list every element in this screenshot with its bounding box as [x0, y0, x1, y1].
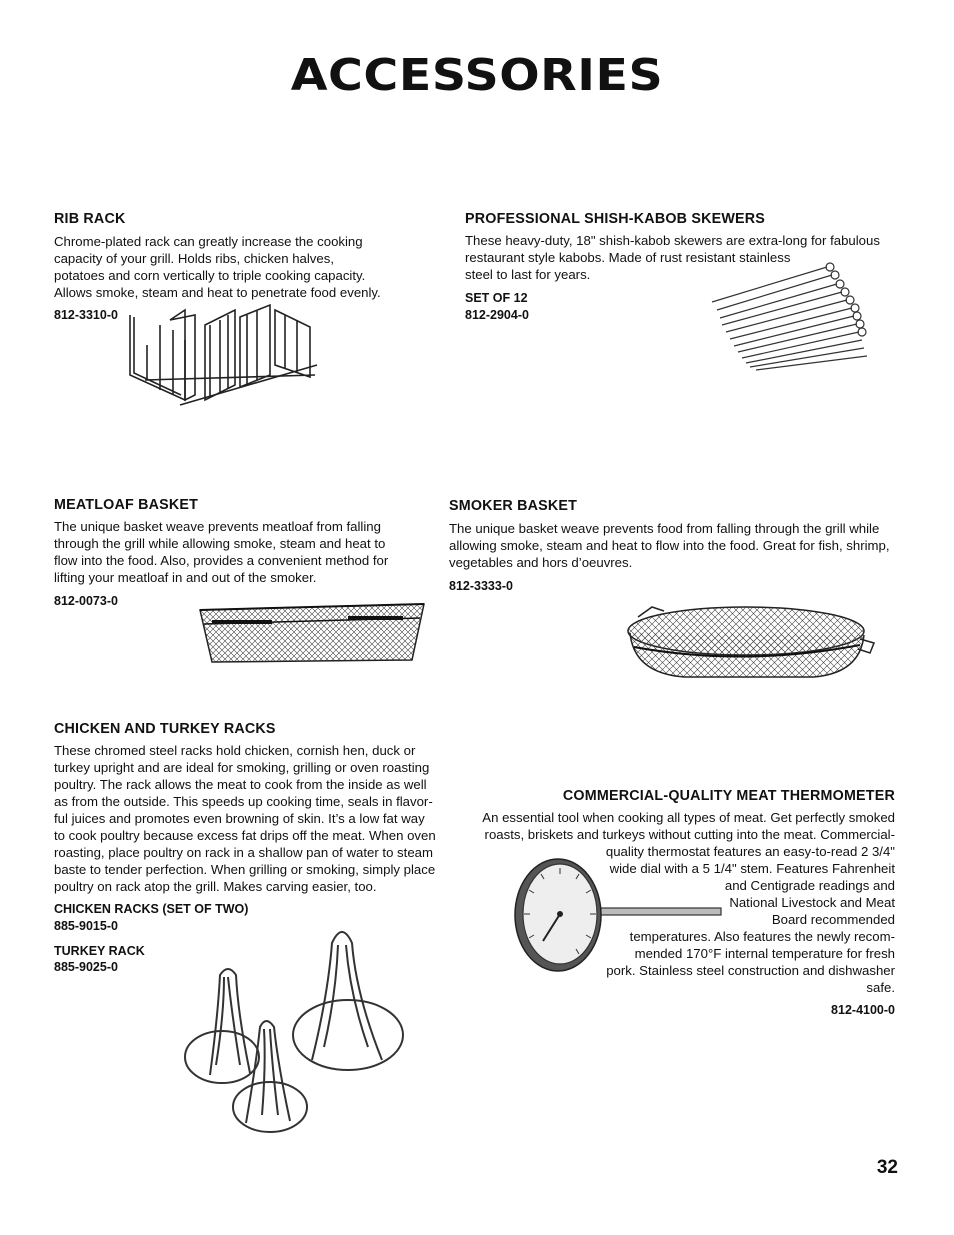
meatloaf-description [54, 518, 388, 586]
poultry-racks-illustration [180, 915, 420, 1143]
skewers-line: restaurant style kabobs. Made of rust resistant stainless [465, 250, 791, 265]
poultry-heading: CHICKEN AND TURKEY RACKS [54, 721, 276, 737]
skewers-illustration [712, 262, 872, 372]
smoker-line: The unique basket weave prevents food from falling through the grill while [449, 521, 880, 536]
smoker-line: allowing smoke, steam and heat to flow into the food. Great for fish, shrimp, [449, 538, 890, 553]
poultry-line: as from the outside. This speeds up cooking time, seals in flavor- [54, 794, 433, 809]
rib-rack-line: potatoes and corn vertically to triple cooking capacity. [54, 268, 366, 283]
rib-rack-line: capacity of your grill. Holds ribs, chicken halves, [54, 251, 334, 266]
thermometer-line: An essential tool when cooking all types of meat. Get perfectly smoked [482, 810, 895, 825]
rib-rack-code: 812-3310-0 [54, 308, 118, 322]
poultry-line: turkey upright and are ideal for smoking, grilling or oven roasting [54, 760, 430, 775]
thermometer-line: mended 170°F internal temperature for fresh [634, 946, 895, 961]
rib-rack-illustration [125, 305, 320, 415]
thermometer-line: quality thermostat features an easy-to-read 2 3/4" [605, 844, 895, 859]
rib-rack-line: Chrome-plated rack can greatly increase the cooking [54, 234, 363, 249]
poultry-line: roasting, place poultry on rack in a shallow pan of water to steam [54, 845, 433, 860]
poultry-line: baste to tender perfection. When grilling or smoking, simply place [54, 862, 436, 877]
poultry-description [54, 742, 436, 895]
poultry-line: ful juices and promotes even browning of skin. It’s a low fat way [54, 811, 425, 826]
thermometer-line: safe. [866, 980, 895, 995]
chicken-racks-label: CHICKEN RACKS (SET OF TWO) [54, 902, 249, 916]
thermometer-line: pork. Stainless steel construction and dishwasher [606, 963, 895, 978]
skewers-heading: PROFESSIONAL SHISH-KABOB SKEWERS [465, 211, 766, 227]
smoker-heading: SMOKER BASKET [449, 498, 578, 514]
meatloaf-line: flow into the food. Also, provides a convenient method for [54, 553, 389, 568]
thermometer-line: Board recommended [771, 912, 895, 927]
poultry-line: poultry. The rack allows the meat to cook from the inside as well [54, 777, 427, 792]
smoker-line: vegetables and hors d’oeuvres. [449, 555, 633, 570]
meatloaf-basket-illustration [198, 602, 426, 664]
meatloaf-line: The unique basket weave prevents meatloaf from falling [54, 519, 381, 534]
thermometer-code: 812-4100-0 [831, 1003, 895, 1017]
rib-rack-heading: RIB RACK [54, 211, 126, 227]
skewers-line: These heavy-duty, 18" shish-kabob skewers are extra-long for fabulous [465, 233, 880, 248]
smoker-basket-illustration [624, 603, 876, 683]
meatloaf-line: through the grill while allowing smoke, steam and heat to [54, 536, 386, 551]
poultry-line: to cook poultry because excess fat drips off the meat. When oven [54, 828, 436, 843]
thermometer-line: roasts, briskets and turkeys without cutting into the meat. Commercial- [484, 827, 895, 842]
thermometer-line: National Livestock and Meat [729, 895, 895, 910]
turkey-rack-code: 885-9025-0 [54, 960, 118, 974]
poultry-line: poultry on rack atop the grill. Makes carving easier, too. [54, 879, 377, 894]
chicken-racks-code: 885-9015-0 [54, 919, 118, 933]
thermometer-heading: COMMERCIAL-QUALITY MEAT THERMOMETER [562, 788, 895, 804]
skewers-set-label: SET OF 12 [465, 291, 528, 305]
rib-rack-description [54, 233, 381, 301]
turkey-rack-label: TURKEY RACK [54, 944, 145, 958]
poultry-line: These chromed steel racks hold chicken, cornish hen, duck or [54, 743, 416, 758]
thermometer-line: temperatures. Also features the newly recom- [629, 929, 895, 944]
meatloaf-code: 812-0073-0 [54, 594, 118, 608]
page-title: ACCESSORIES [290, 50, 664, 101]
skewers-code: 812-2904-0 [465, 308, 529, 322]
smoker-code: 812-3333-0 [449, 579, 513, 593]
smoker-description [449, 520, 890, 571]
thermometer-line: wide dial with a 5 1/4" stem. Features Fahrenheit [609, 861, 895, 876]
meatloaf-line: lifting your meatloaf in and out of the smoker. [54, 570, 317, 585]
meatloaf-heading: MEATLOAF BASKET [54, 497, 199, 513]
meat-thermometer-illustration [513, 856, 723, 976]
rib-rack-line: Allows smoke, steam and heat to penetrate food evenly. [54, 285, 381, 300]
thermometer-line: and Centigrade readings and [724, 878, 895, 893]
skewers-line: steel to last for years. [465, 267, 591, 282]
page-number: 32 [876, 1157, 898, 1178]
